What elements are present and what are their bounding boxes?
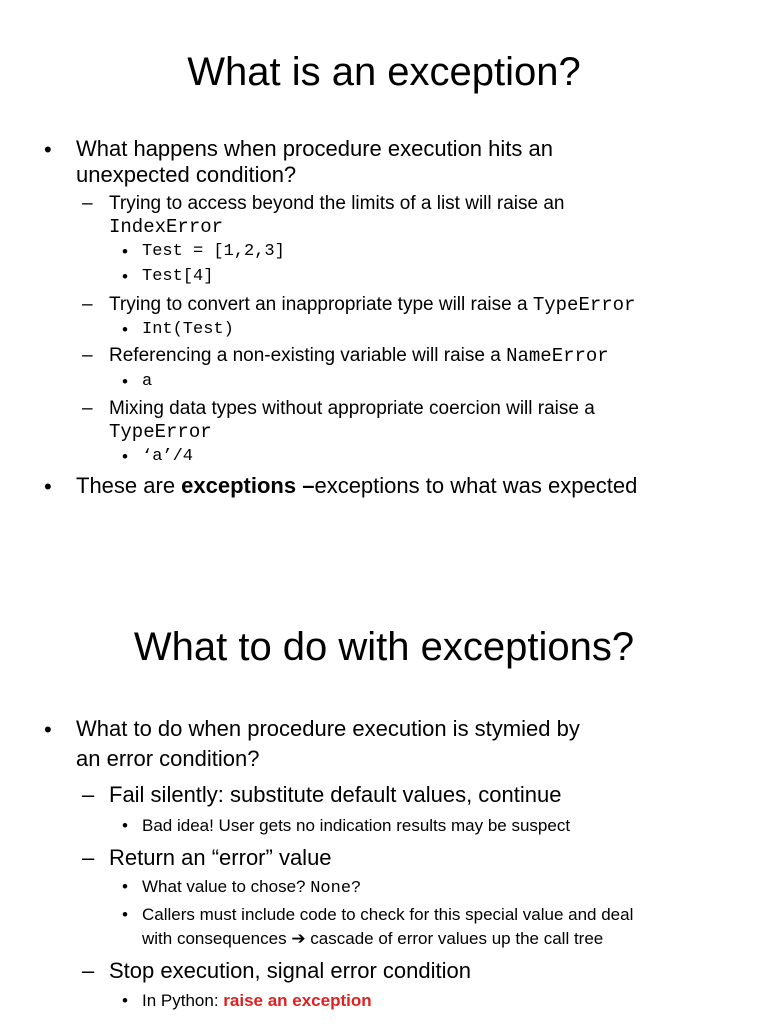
code-example: a [142,372,153,391]
bullet-icon: • [122,267,128,286]
sub-bullet-text: Mixing data types without appropriate coercion will raise a [109,398,595,419]
dash-icon: – [82,845,95,870]
sub-sub-bullet-text [142,991,372,1011]
sub-bullet-text [109,294,635,316]
bullet-text-line: What to do when procedure execution is stymied by [76,716,580,741]
bullet-icon: • [122,320,128,339]
bullet-text-line [76,473,637,499]
sub-sub-bullet-text [142,877,361,898]
sub-bullet-text: Trying to access beyond the limits of a list will raise an [109,193,565,214]
sub-sub-bullet-text-part: In Python: [142,991,224,1010]
right-arrow-icon: ➔ [291,929,306,948]
sub-sub-bullet-text-part: with consequences [142,929,292,948]
sub-sub-bullet-text: Bad idea! User gets no indication results may be suspect [142,816,571,835]
bullet-text-line: an error condition? [76,746,260,771]
code-example: Test[4] [142,267,214,286]
bullet-icon: • [122,905,128,924]
bullet-icon: • [44,717,52,742]
sub-bullet-text: Fail silently: substitute default values, continue [109,782,562,807]
bullet-icon: • [122,372,128,391]
sub-sub-bullet-text-part: cascade of error values up the call tree [305,929,604,948]
dash-icon: – [82,294,93,315]
dash-icon: – [82,345,93,366]
bullet-icon: • [44,474,52,499]
code-example: Test = [1,2,3] [142,242,285,261]
code-example: Int(Test) [142,320,234,339]
bullet-text-line: What happens when procedure execution hits an [76,136,553,161]
code-type-error: TypeError [532,294,636,316]
code-example: ‘a’/4 [142,447,194,466]
dash-icon: – [82,398,93,419]
sub-sub-bullet-text [142,929,603,949]
bullet-icon: • [122,877,128,896]
sub-bullet-text: Stop execution, signal error condition [109,958,471,983]
code-type-error: TypeError [109,421,212,443]
bullet-icon: • [122,447,128,466]
slide-title: What to do with exceptions? [133,625,635,669]
slide-title: What is an exception? [187,50,581,94]
dash-icon: – [82,782,95,807]
bullet-text-line: unexpected condition? [76,162,297,187]
code-index-error: IndexError [109,216,224,238]
bullet-text-part: exceptions to what was expected [314,473,638,498]
sub-bullet-text-part: Referencing a non-existing variable will raise a [109,345,507,366]
code-name-error: NameError [506,345,609,367]
sub-sub-bullet-text: Callers must include code to check for this special value and deal [142,905,634,924]
sub-bullet-text-part: Trying to convert an inappropriate type will raise a [109,294,533,315]
highlight-raise-an-exception: raise an exception [223,991,372,1010]
dash-icon: – [82,193,93,214]
bullet-icon: • [44,137,52,162]
sub-sub-bullet-text-part: What value to chose? [142,877,311,896]
bullet-icon: • [122,242,128,261]
sub-bullet-text [109,345,609,367]
bullet-text-part: These are [76,473,182,498]
dash-icon: – [82,958,95,983]
code-none: None? [310,879,362,898]
bold-term-exceptions: exceptions – [181,473,315,498]
sub-bullet-text: Return an “error” value [109,845,332,870]
bullet-icon: • [122,816,128,835]
bullet-icon: • [122,991,128,1010]
